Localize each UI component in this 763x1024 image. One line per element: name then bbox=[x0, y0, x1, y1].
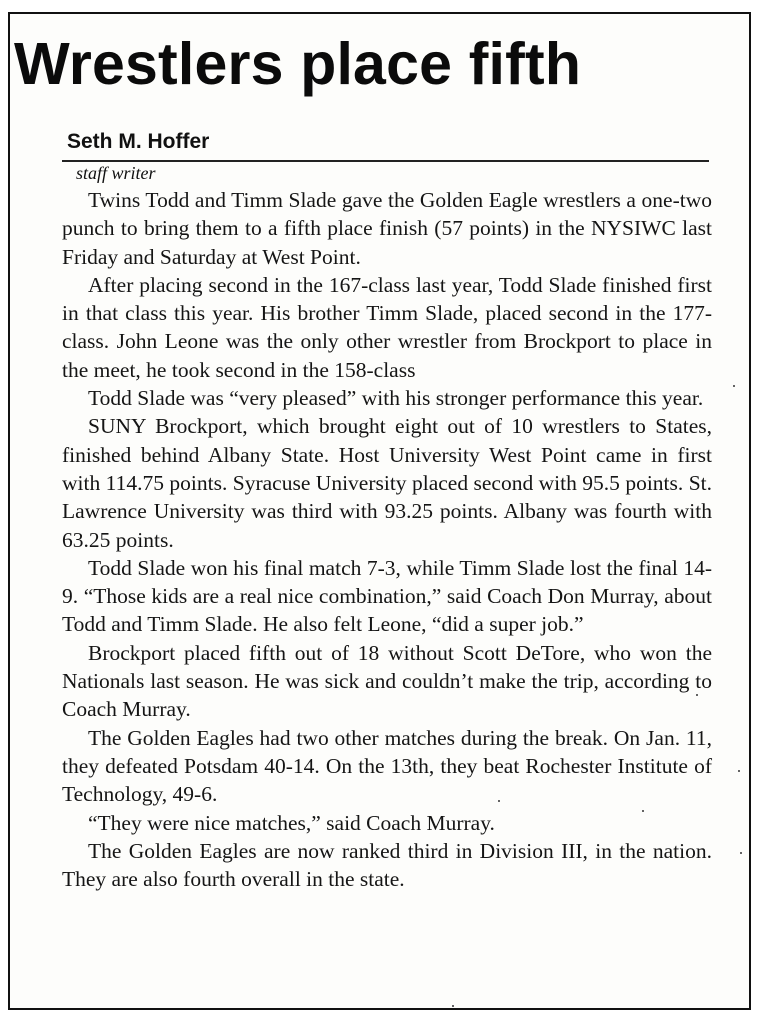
byline-author: Seth M. Hoffer bbox=[67, 130, 210, 153]
paragraph-9: The Golden Eagles are now ranked third in Division III, in the nation. They are also fourth overall in the state. bbox=[62, 838, 712, 892]
paragraph-8: “They were nice matches,” said Coach Murray. bbox=[88, 810, 495, 835]
paragraph-2: After placing second in the 167-class last year, Todd Slade finished first in that class this year. His brother Timm Slade, placed second in the 177-class. John Leone was the only other wrestler from Brockport to place in the meet, he took second in the 158-class bbox=[62, 272, 712, 382]
paragraph-1: Twins Todd and Timm Slade gave the Golden Eagle wrestlers a one-two punch to bring them to a fifth place finish (57 points) in the NYSIWC last Friday and Saturday at West Point. bbox=[62, 188, 712, 269]
byline-rule bbox=[62, 160, 709, 162]
print-speck bbox=[738, 770, 740, 772]
paragraph-3: Todd Slade was “very pleased” with his stronger performance this year. bbox=[88, 386, 704, 411]
print-speck bbox=[740, 852, 742, 854]
article-body bbox=[62, 186, 712, 893]
byline-role: staff writer bbox=[76, 163, 156, 183]
print-speck bbox=[733, 385, 735, 387]
headline: Wrestlers place fifth bbox=[14, 31, 582, 97]
print-speck bbox=[452, 1005, 454, 1007]
paragraph-5: Todd Slade won his final match 7-3, while Timm Slade lost the final 14-9. “Those kids are a real nice combination,” said Coach Don Murray, about Todd and Timm Slade. He also felt Leone, “did a super job.” bbox=[62, 555, 712, 637]
paragraph-6: Brockport placed fifth out of 18 without Scott DeTore, who won the Nationals last season. He was sick and couldn’t make the trip, according to Coach Murray. bbox=[62, 640, 712, 722]
print-speck bbox=[498, 800, 500, 802]
print-speck bbox=[642, 810, 644, 812]
print-speck bbox=[696, 694, 698, 696]
paragraph-4: SUNY Brockport, which brought eight out of 10 wrestlers to States, finished behind Albany State. Host University West Point came in first with 114.75 points. Syracuse University placed second with 95.5 points. St. Lawrence University was third with 93.25 points. Albany was fourth with 63.25 points. bbox=[62, 414, 712, 552]
paragraph-7: The Golden Eagles had two other matches during the break. On Jan. 11, they defeated Potsdam 40-14. On the 13th, they beat Rochester Institute of Technology, 49-6. bbox=[62, 725, 712, 807]
